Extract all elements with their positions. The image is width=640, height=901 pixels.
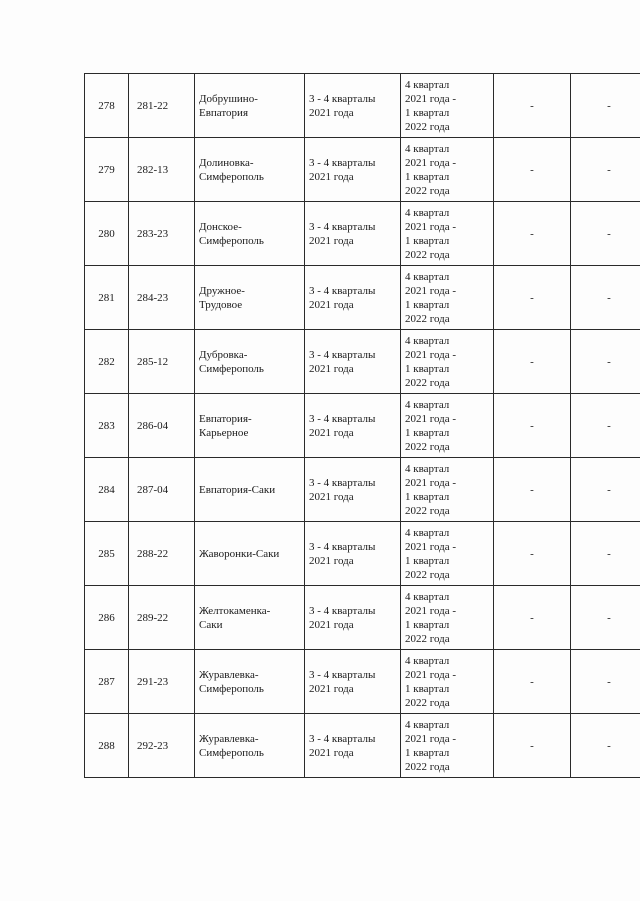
route-name-cell: Евпатория-Саки <box>195 458 305 522</box>
routes-table <box>84 73 640 778</box>
quarter-range-cell: 4 квартал 2021 года - 1 квартал 2022 года <box>401 330 494 394</box>
dash-cell: - <box>571 138 640 202</box>
route-code-cell: 292-23 <box>129 714 195 778</box>
route-code-cell: 291-23 <box>129 650 195 714</box>
dash-cell: - <box>571 650 640 714</box>
table-row <box>85 330 640 394</box>
period-cell: 3 - 4 кварталы 2021 года <box>305 458 401 522</box>
route-code-cell: 287-04 <box>129 458 195 522</box>
row-number-cell: 282 <box>85 330 129 394</box>
route-name-cell: Желтокаменка- Саки <box>195 586 305 650</box>
period-cell: 3 - 4 кварталы 2021 года <box>305 330 401 394</box>
route-code-cell: 288-22 <box>129 522 195 586</box>
table-row <box>85 586 640 650</box>
dash-cell: - <box>571 522 640 586</box>
dash-cell: - <box>571 202 640 266</box>
quarter-range-cell: 4 квартал 2021 года - 1 квартал 2022 года <box>401 394 494 458</box>
dash-cell: - <box>571 394 640 458</box>
quarter-range-cell: 4 квартал 2021 года - 1 квартал 2022 года <box>401 650 494 714</box>
route-name-cell: Журавлевка- Симферополь <box>195 650 305 714</box>
dash-cell: - <box>571 330 640 394</box>
period-cell: 3 - 4 кварталы 2021 года <box>305 650 401 714</box>
quarter-range-cell: 4 квартал 2021 года - 1 квартал 2022 года <box>401 74 494 138</box>
quarter-range-cell: 4 квартал 2021 года - 1 квартал 2022 года <box>401 202 494 266</box>
table-row <box>85 202 640 266</box>
row-number-cell: 278 <box>85 74 129 138</box>
route-name-cell: Добрушино- Евпатория <box>195 74 305 138</box>
row-number-cell: 279 <box>85 138 129 202</box>
route-code-cell: 289-22 <box>129 586 195 650</box>
route-name-cell: Жаворонки-Саки <box>195 522 305 586</box>
dash-cell: - <box>494 394 571 458</box>
period-cell: 3 - 4 кварталы 2021 года <box>305 394 401 458</box>
dash-cell: - <box>571 266 640 330</box>
dash-cell: - <box>494 202 571 266</box>
period-cell: 3 - 4 кварталы 2021 года <box>305 138 401 202</box>
row-number-cell: 288 <box>85 714 129 778</box>
row-number-cell: 281 <box>85 266 129 330</box>
quarter-range-cell: 4 квартал 2021 года - 1 квартал 2022 года <box>401 586 494 650</box>
route-name-cell: Донское- Симферополь <box>195 202 305 266</box>
dash-cell: - <box>494 522 571 586</box>
quarter-range-cell: 4 квартал 2021 года - 1 квартал 2022 года <box>401 714 494 778</box>
dash-cell: - <box>494 458 571 522</box>
row-number-cell: 285 <box>85 522 129 586</box>
period-cell: 3 - 4 кварталы 2021 года <box>305 586 401 650</box>
period-cell: 3 - 4 кварталы 2021 года <box>305 714 401 778</box>
row-number-cell: 280 <box>85 202 129 266</box>
route-code-cell: 286-04 <box>129 394 195 458</box>
route-name-cell: Евпатория- Карьерное <box>195 394 305 458</box>
quarter-range-cell: 4 квартал 2021 года - 1 квартал 2022 года <box>401 266 494 330</box>
period-cell: 3 - 4 кварталы 2021 года <box>305 202 401 266</box>
table-row <box>85 650 640 714</box>
row-number-cell: 286 <box>85 586 129 650</box>
quarter-range-cell: 4 квартал 2021 года - 1 квартал 2022 года <box>401 522 494 586</box>
route-code-cell: 283-23 <box>129 202 195 266</box>
period-cell: 3 - 4 кварталы 2021 года <box>305 522 401 586</box>
quarter-range-cell: 4 квартал 2021 года - 1 квартал 2022 года <box>401 138 494 202</box>
table-row <box>85 266 640 330</box>
dash-cell: - <box>571 586 640 650</box>
table-row <box>85 394 640 458</box>
table-row <box>85 522 640 586</box>
dash-cell: - <box>494 650 571 714</box>
dash-cell: - <box>494 714 571 778</box>
table-row <box>85 458 640 522</box>
routes-table-body <box>85 74 640 778</box>
row-number-cell: 283 <box>85 394 129 458</box>
dash-cell: - <box>494 330 571 394</box>
route-name-cell: Долиновка- Симферополь <box>195 138 305 202</box>
table-row <box>85 714 640 778</box>
dash-cell: - <box>571 714 640 778</box>
route-name-cell: Дружное- Трудовое <box>195 266 305 330</box>
dash-cell: - <box>494 266 571 330</box>
dash-cell: - <box>494 138 571 202</box>
period-cell: 3 - 4 кварталы 2021 года <box>305 266 401 330</box>
row-number-cell: 284 <box>85 458 129 522</box>
route-name-cell: Дубровка- Симферополь <box>195 330 305 394</box>
period-cell: 3 - 4 кварталы 2021 года <box>305 74 401 138</box>
route-name-cell: Журавлевка- Симферополь <box>195 714 305 778</box>
row-number-cell: 287 <box>85 650 129 714</box>
quarter-range-cell: 4 квартал 2021 года - 1 квартал 2022 года <box>401 458 494 522</box>
route-code-cell: 285-12 <box>129 330 195 394</box>
dash-cell: - <box>571 74 640 138</box>
table-row <box>85 138 640 202</box>
route-code-cell: 282-13 <box>129 138 195 202</box>
table-row <box>85 74 640 138</box>
route-code-cell: 281-22 <box>129 74 195 138</box>
dash-cell: - <box>571 458 640 522</box>
dash-cell: - <box>494 586 571 650</box>
dash-cell: - <box>494 74 571 138</box>
route-code-cell: 284-23 <box>129 266 195 330</box>
